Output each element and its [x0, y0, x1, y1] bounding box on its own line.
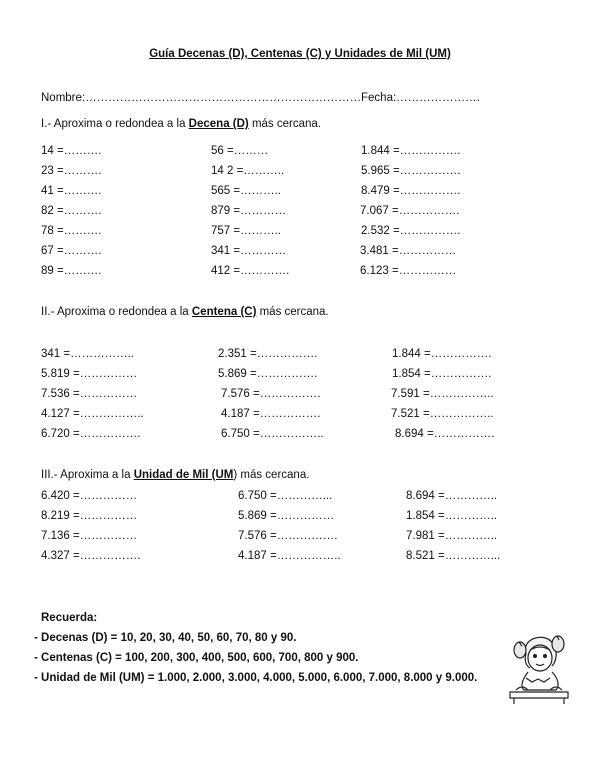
exercise-item: 4.127 =……………..: [41, 408, 144, 420]
section1-heading: [41, 118, 321, 130]
exercise-item: 6.123 =……………: [360, 265, 457, 277]
page-title: Guía Decenas (D), Centenas (C) y Unidades de Mil (UM): [149, 48, 451, 60]
exercise-item: 5.869 =……………: [238, 510, 335, 522]
recuerda-line-decenas: - Decenas (D) = 10, 20, 30, 40, 50, 60, 70, 80 y 90.: [34, 632, 297, 644]
exercise-item: 14 =……….: [41, 145, 102, 157]
exercise-item: 6.720 =…………….: [41, 428, 141, 440]
exercise-item: 78 =……….: [41, 225, 102, 237]
exercise-item: 82 =……….: [41, 205, 102, 217]
recuerda-line-unidad-mil: - Unidad de Mil (UM) = 1.000, 2.000, 3.000, 4.000, 5.000, 6.000, 7.000, 8.000 y 9.000.: [34, 672, 478, 684]
exercise-item: 8.521 =…………...: [406, 550, 501, 562]
exercise-item: 1.844 =…………….: [392, 348, 492, 360]
exercise-item: 8.479 =…………….: [361, 185, 461, 197]
exercise-item: 4.327 =…………….: [41, 550, 141, 562]
exercise-item: 1.854 =…………..: [406, 510, 498, 522]
exercise-item: 14 2 =………..: [211, 165, 285, 177]
exercise-item: 565 =………..: [211, 185, 281, 197]
exercise-item: 41 =……….: [41, 185, 102, 197]
girl-illustration: [508, 628, 570, 706]
exercise-item: 412 =………….: [211, 265, 290, 277]
section2-pre: II.- Aproxima o redondea a la: [41, 306, 192, 318]
exercise-item: 6.420 =……………: [41, 490, 138, 502]
name-field-label: Nombre:………………………………………………………………: [41, 92, 362, 104]
exercise-item: 8.694 =…………..: [406, 490, 498, 502]
section1-pre: I.- Aproxima o redondea a la: [41, 118, 189, 130]
exercise-item: 23 =……….: [41, 165, 102, 177]
exercise-item: 6.750 =…………...: [238, 490, 333, 502]
exercise-item: 341 =…………: [211, 245, 287, 257]
exercise-item: 879 =…………: [211, 205, 287, 217]
section2-heading: [41, 306, 329, 318]
exercise-item: 4.187 =……………..: [238, 550, 341, 562]
exercise-item: 757 =………..: [211, 225, 281, 237]
section2-post: más cercana.: [256, 306, 329, 318]
exercise-item: 2.351 =…………….: [218, 348, 318, 360]
exercise-item: 67 =……….: [41, 245, 102, 257]
exercise-item: 5.965 =…………….: [361, 165, 461, 177]
section1-post: más cercana.: [248, 118, 321, 130]
exercise-item: 7.576 =…………….: [238, 530, 338, 542]
exercise-item: 7.591 =……………..: [391, 388, 494, 400]
exercise-item: 5.869 =…………….: [218, 368, 318, 380]
recuerda-heading: Recuerda:: [41, 612, 98, 624]
exercise-item: 1.844 =…………….: [361, 145, 461, 157]
exercise-item: 4.187 =…………….: [221, 408, 321, 420]
exercise-item: 6.750 =……………..: [221, 428, 324, 440]
section1-key: Decena (D): [188, 118, 249, 130]
section3-heading: [41, 469, 309, 481]
exercise-item: 5.819 =……………: [41, 368, 138, 380]
exercise-item: 1.854 =…………….: [392, 368, 492, 380]
exercise-item: 7.521 =……………..: [391, 408, 494, 420]
exercise-item: 7.981 =…………..: [406, 530, 498, 542]
section2-key: Centena (C): [191, 306, 257, 318]
section3-key: Unidad de Mil (UM: [133, 469, 234, 481]
date-field-label: Fecha:………………….: [361, 92, 480, 104]
section3-pre: III.- Aproxima a la: [41, 469, 134, 481]
exercise-item: 7.067 =…………….: [360, 205, 460, 217]
exercise-item: 3.481 =……………: [360, 245, 457, 257]
exercise-item: 7.576 =…………….: [221, 388, 321, 400]
exercise-item: 8.694 =…………….: [395, 428, 495, 440]
exercise-item: 89 =……….: [41, 265, 102, 277]
exercise-item: 341 =……………..: [41, 348, 134, 360]
exercise-item: 2.532 =…………….: [361, 225, 461, 237]
section3-post: ) más cercana.: [233, 469, 310, 481]
exercise-item: 7.136 =……………: [41, 530, 138, 542]
exercise-item: 7.536 =……………: [41, 388, 138, 400]
exercise-item: 8.219 =……………: [41, 510, 138, 522]
recuerda-line-centenas: - Centenas (C) = 100, 200, 300, 400, 500, 600, 700, 800 y 900.: [34, 652, 359, 664]
exercise-item: 56 =………: [211, 145, 269, 157]
